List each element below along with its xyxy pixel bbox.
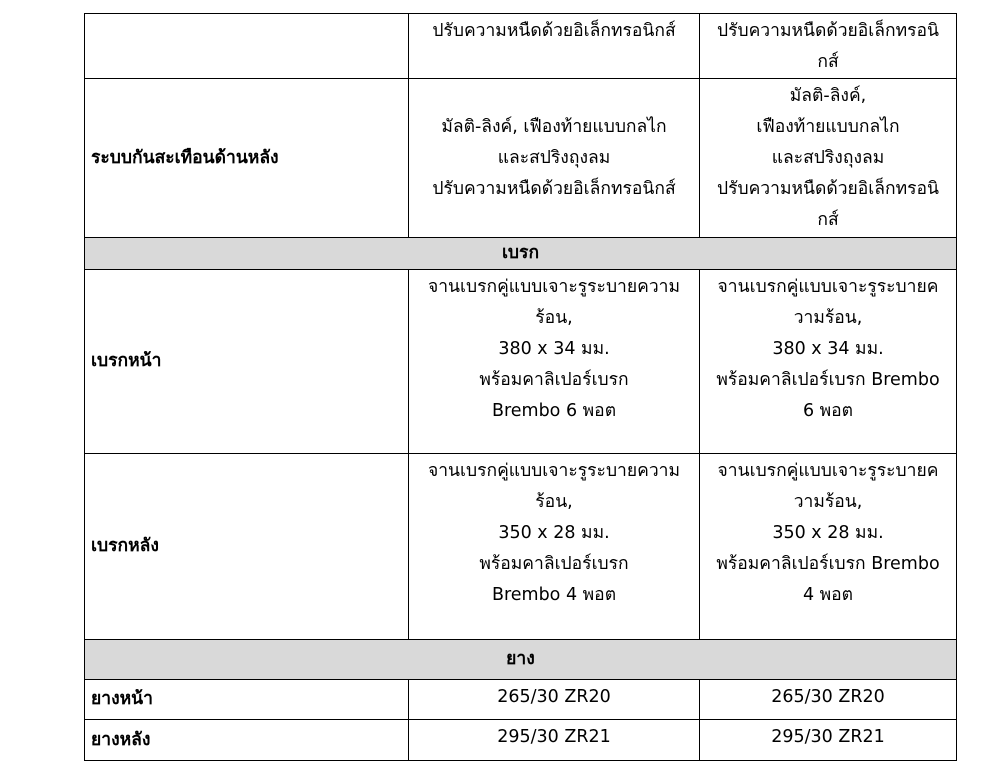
cell-line: จานเบรกคู่แบบเจาะรูระบายค [717, 277, 939, 297]
section-header-tires [85, 640, 957, 680]
section-title: ยาง [85, 640, 957, 680]
cell-line: จานเบรกคู่แบบเจาะรูระบายความ [427, 461, 681, 481]
section-title: เบรก [85, 238, 957, 270]
cell-line: กส์ [817, 210, 839, 230]
table-row-rear-suspension [85, 79, 957, 238]
spec-cell-col2 [700, 14, 957, 79]
cell-line: วามร้อน, [793, 308, 863, 328]
row-label: ยางหลัง [85, 720, 409, 761]
cell-line: พร้อมคาลิเปอร์เบรก Brembo [716, 554, 940, 574]
cell-line: เฟืองท้ายแบบกลไก [756, 117, 900, 137]
spec-cell-col1 [409, 720, 700, 761]
table-row-front-tire [85, 680, 957, 720]
cell-line: พร้อมคาลิเปอร์เบรก Brembo [716, 370, 940, 390]
cell-line: 4 พอต [802, 585, 854, 605]
cell-line: ปรับความหนืดด้วยอิเล็กทรอนิกส์ [432, 21, 676, 41]
cell-line: วามร้อน, [793, 492, 863, 512]
cell-line: มัลติ-ลิงค์, เฟืองท้ายแบบกลไก [441, 116, 667, 137]
spec-cell-col1 [409, 79, 700, 238]
cell-line: Brembo 6 พอต [491, 401, 617, 421]
cell-line: 295/30 ZR21 [497, 727, 611, 747]
table-row-rear-brake [85, 454, 957, 640]
spec-cell-col1 [409, 14, 700, 79]
cell-line: จานเบรกคู่แบบเจาะรูระบายความ [427, 277, 681, 297]
cell-line: ปรับความหนืดด้วยอิเล็กทรอนิ [716, 21, 940, 41]
cell-line: 350 x 28 มม. [498, 523, 610, 543]
row-label: เบรกหลัง [85, 454, 409, 640]
cell-line: 380 x 34 มม. [772, 339, 884, 359]
spec-cell-col1 [409, 270, 700, 454]
cell-line: Brembo 4 พอต [491, 585, 617, 605]
cell-line: มัลติ-ลิงค์, [789, 86, 867, 106]
spec-cell-col2 [700, 270, 957, 454]
cell-line: ร้อน, [535, 492, 573, 512]
row-label [85, 14, 409, 79]
cell-line: 265/30 ZR20 [497, 687, 611, 707]
row-label: เบรกหน้า [85, 270, 409, 454]
cell-line: 350 x 28 มม. [772, 523, 884, 543]
spec-cell-col2 [700, 720, 957, 761]
cell-line: 380 x 34 มม. [498, 339, 610, 359]
cell-line: ร้อน, [535, 308, 573, 328]
cell-line: 6 พอต [802, 401, 854, 421]
cell-line: จานเบรกคู่แบบเจาะรูระบายค [717, 461, 939, 481]
cell-line: กส์ [817, 52, 839, 72]
cell-line: และสปริงถุงลม [497, 147, 611, 168]
spec-cell-col1 [409, 680, 700, 720]
row-label: ยางหน้า [85, 680, 409, 720]
spec-cell-col2 [700, 79, 957, 238]
cell-line: ปรับความหนืดด้วยอิเล็กทรอนิกส์ [432, 178, 676, 199]
table-row-front-brake [85, 270, 957, 454]
cell-line: 295/30 ZR21 [771, 727, 885, 747]
row-label: ระบบกันสะเทือนด้านหลัง [85, 79, 409, 238]
cell-line: พร้อมคาลิเปอร์เบรก [479, 554, 629, 574]
cell-line: พร้อมคาลิเปอร์เบรก [479, 370, 629, 390]
section-header-brakes [85, 238, 957, 270]
spec-table [84, 13, 957, 761]
table-row-rear-tire [85, 720, 957, 761]
cell-line: และสปริงถุงลม [771, 148, 885, 168]
cell-line: ปรับความหนืดด้วยอิเล็กทรอนิ [716, 179, 940, 199]
spec-cell-col1 [409, 454, 700, 640]
spec-cell-col2 [700, 680, 957, 720]
table-row-damping [85, 14, 957, 79]
cell-line: 265/30 ZR20 [771, 687, 885, 707]
spec-cell-col2 [700, 454, 957, 640]
